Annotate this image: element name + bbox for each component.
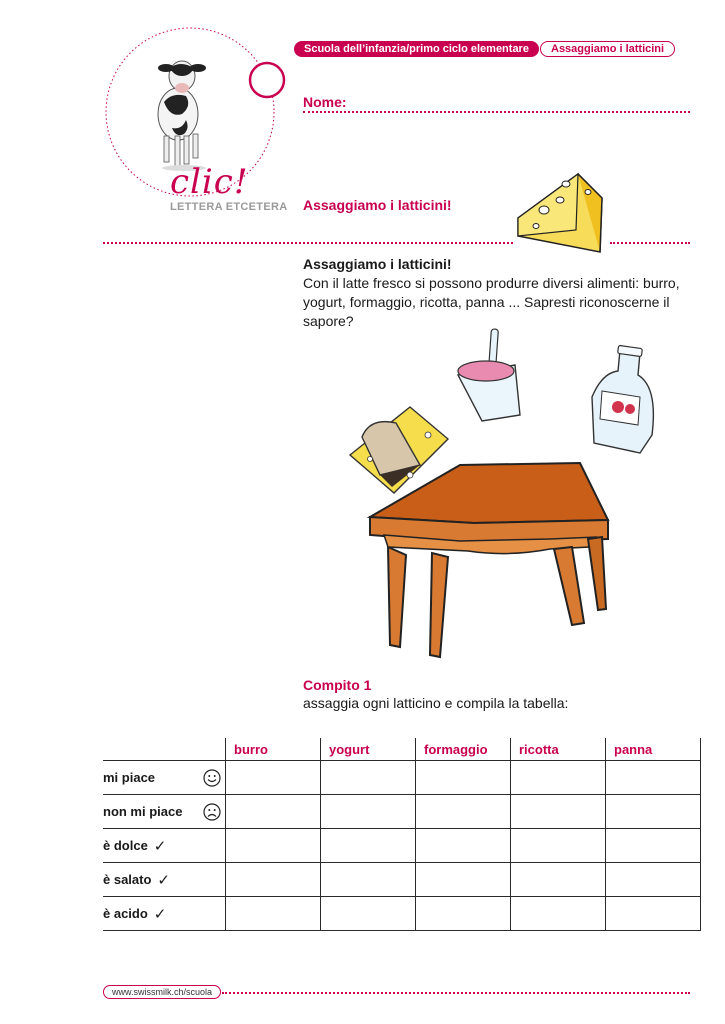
section-divider-left bbox=[103, 242, 513, 244]
checkbox-cell[interactable] bbox=[606, 761, 701, 795]
category-pill: Scuola dell’infanzia/primo ciclo elementare bbox=[294, 41, 539, 57]
checkbox-cell[interactable] bbox=[226, 897, 321, 931]
checkbox-cell[interactable] bbox=[321, 761, 416, 795]
row-label: è dolce bbox=[103, 838, 148, 853]
checkbox-cell[interactable] bbox=[321, 897, 416, 931]
row-label: mi piace bbox=[103, 770, 156, 785]
checkbox-cell[interactable] bbox=[606, 829, 701, 863]
column-header: panna bbox=[606, 738, 701, 761]
checkmark-icon: ✓ bbox=[153, 904, 167, 923]
calf-illustration bbox=[158, 61, 206, 171]
intro-text: Con il latte fresco si possono produrre diversi alimenti: burro, yogurt, formaggio, ricotta, panna ... Sapresti riconoscerne il sapore? bbox=[303, 275, 680, 329]
checkbox-cell[interactable] bbox=[416, 761, 511, 795]
checkbox-cell[interactable] bbox=[416, 795, 511, 829]
task-title: Compito 1 bbox=[303, 677, 372, 693]
column-header: ricotta bbox=[511, 738, 606, 761]
table-row bbox=[103, 829, 701, 863]
smiley-happy-icon bbox=[203, 769, 221, 787]
checkbox-cell[interactable] bbox=[511, 863, 606, 897]
checkbox-cell[interactable] bbox=[226, 829, 321, 863]
checkbox-cell[interactable] bbox=[321, 795, 416, 829]
section-title: Assaggiamo i latticini! bbox=[303, 197, 452, 213]
task-instruction: assaggia ogni latticino e compila la tabella: bbox=[303, 695, 569, 711]
checkbox-cell[interactable] bbox=[226, 863, 321, 897]
checkbox-cell[interactable] bbox=[321, 863, 416, 897]
row-label: è salato bbox=[103, 872, 152, 887]
milk-bottle-illustration bbox=[592, 345, 653, 453]
intro-block bbox=[303, 255, 693, 331]
checkbox-cell[interactable] bbox=[606, 795, 701, 829]
table-row bbox=[103, 863, 701, 897]
checkbox-cell[interactable] bbox=[416, 863, 511, 897]
brand-subtitle: LETTERA ETCETERA bbox=[170, 201, 288, 213]
wooden-table-illustration bbox=[370, 463, 608, 657]
checkbox-cell[interactable] bbox=[416, 829, 511, 863]
table-corner-cell bbox=[103, 738, 226, 761]
checkbox-cell[interactable] bbox=[606, 863, 701, 897]
row-label: è acido bbox=[103, 906, 148, 921]
table-scene-illustration bbox=[340, 325, 670, 670]
table-header-row bbox=[103, 738, 701, 761]
evaluation-table bbox=[103, 738, 701, 931]
checkbox-cell[interactable] bbox=[606, 897, 701, 931]
cheese-illustration bbox=[514, 170, 606, 260]
checkbox-cell[interactable] bbox=[511, 897, 606, 931]
row-label: non mi piace bbox=[103, 804, 183, 819]
checkbox-cell[interactable] bbox=[226, 761, 321, 795]
checkmark-icon: ✓ bbox=[153, 836, 167, 855]
checkbox-cell[interactable] bbox=[511, 761, 606, 795]
name-label: Nome: bbox=[303, 94, 347, 110]
column-header: yogurt bbox=[321, 738, 416, 761]
column-header: formaggio bbox=[416, 738, 511, 761]
logo-area bbox=[100, 18, 290, 218]
checkbox-cell[interactable] bbox=[321, 829, 416, 863]
checkbox-cell[interactable] bbox=[511, 795, 606, 829]
table-row bbox=[103, 761, 701, 795]
smiley-sad-icon bbox=[203, 803, 221, 821]
intro-heading: Assaggiamo i latticini! bbox=[303, 256, 452, 272]
checkbox-cell[interactable] bbox=[226, 795, 321, 829]
footer-dotted-line bbox=[222, 992, 690, 994]
checkbox-cell[interactable] bbox=[511, 829, 606, 863]
yogurt-illustration bbox=[458, 329, 520, 421]
footer-url-link[interactable]: www.swissmilk.ch/scuola bbox=[103, 985, 221, 999]
name-dotted-line bbox=[303, 111, 690, 113]
column-header: burro bbox=[226, 738, 321, 761]
brand-logo-text: clic! bbox=[170, 162, 249, 202]
topic-pill: Assaggiamo i latticini bbox=[540, 41, 675, 57]
table-row bbox=[103, 897, 701, 931]
table-row bbox=[103, 795, 701, 829]
checkmark-icon: ✓ bbox=[157, 870, 170, 889]
section-divider-right bbox=[610, 242, 690, 244]
checkbox-cell[interactable] bbox=[416, 897, 511, 931]
